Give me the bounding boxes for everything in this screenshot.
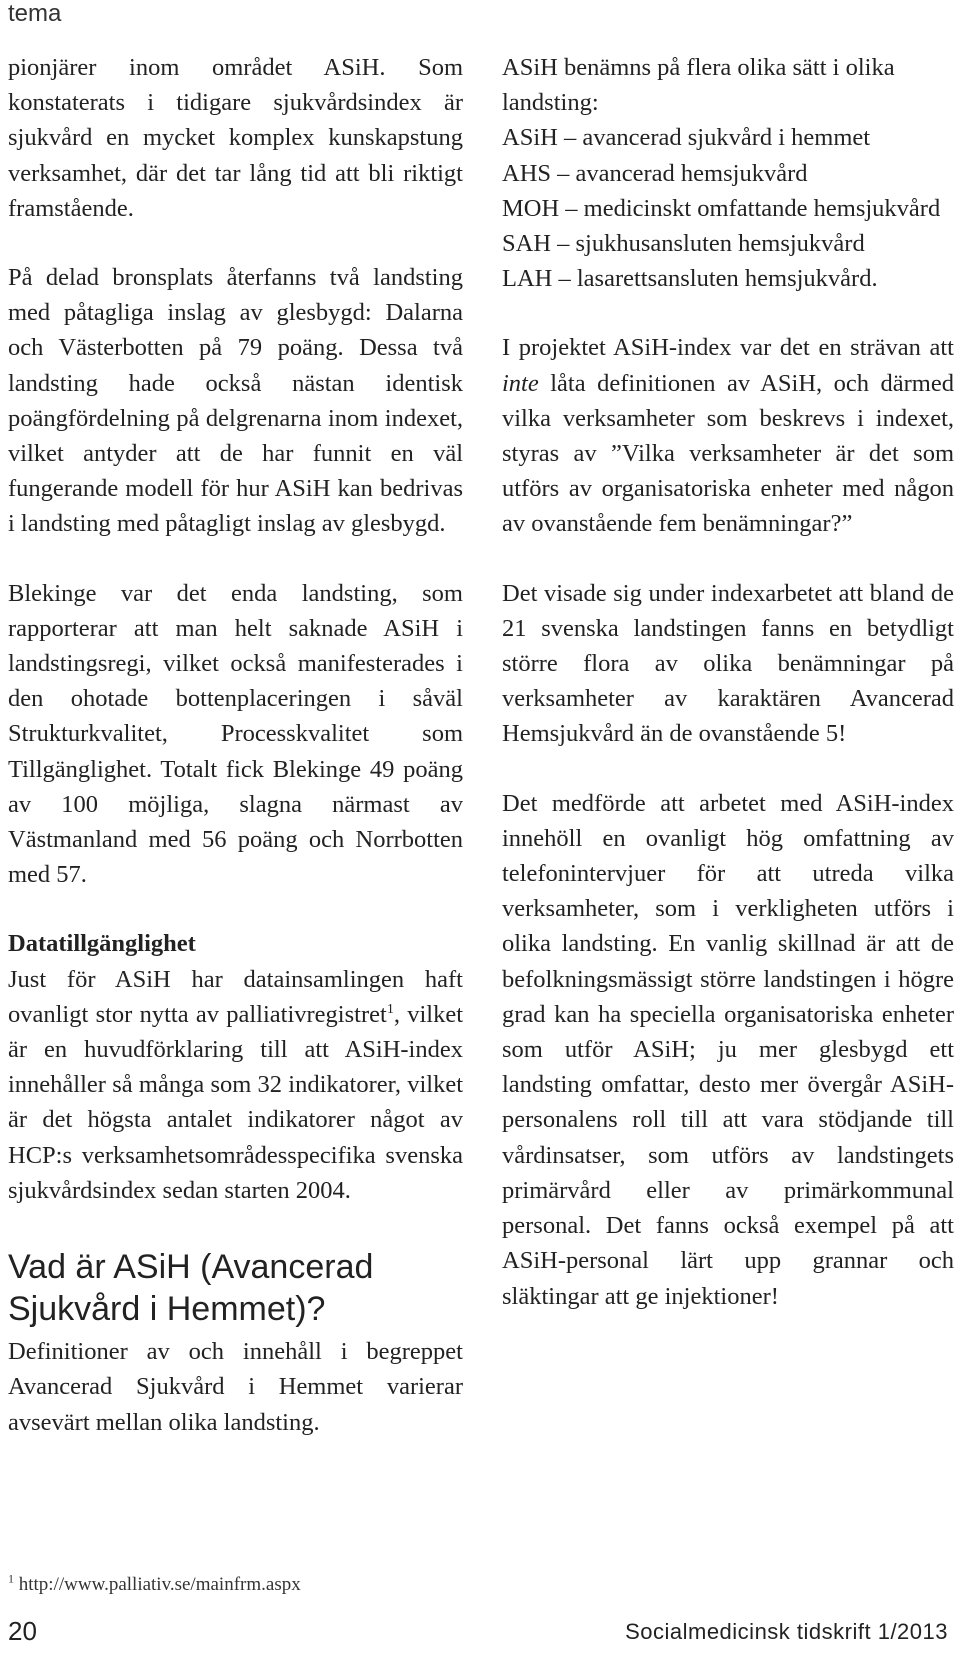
- list-line: ASiH benämns på flera olika sätt i olika landsting:: [502, 54, 895, 117]
- footnote-marker: 1: [8, 1571, 14, 1586]
- left-column: [8, 50, 463, 1474]
- paragraph-text: I projektet ASiH-index var det en strävan att: [502, 334, 954, 362]
- footnote-reference: 1: [386, 1001, 394, 1017]
- body-paragraph: [8, 962, 463, 1208]
- paragraph-text: Just för ASiH har datainsamlingen haft ovanligt stor nytta av palliativregistret: [8, 965, 463, 1028]
- list-line: ASiH – avancerad sjukvård i hemmet: [502, 124, 871, 152]
- page-number: 20: [8, 1616, 37, 1646]
- list-line: SAH – sjukhusansluten hemsjukvård: [502, 230, 865, 258]
- list-line: MOH – medicinskt omfattande hemsjukvård: [502, 194, 941, 222]
- body-paragraph: pionjärer inom området ASiH. Som konstaterats i tidigare sjukvårdsindex är sjukvård en mycket komplex kunskapstung verksamhet, där det tar lång tid att bli riktigt framstående.: [8, 54, 463, 222]
- body-paragraph: Blekinge var det enda landsting, som rapporterar att man helt saknade ASiH i landstingsregi, vilket också manifesterades i den ohotade bottenplaceringen i såväl Strukturkvalitet, Processkvalitet som Tillgänglighet. Totalt fick Blekinge 49 poäng av 100 möjliga, slagna närmast av Västmanland med 56 poäng och Norrbotten med 57.: [8, 579, 463, 889]
- right-column: [502, 50, 954, 1348]
- body-paragraph: På delad bronsplats återfanns två landsting med påtagliga inslag av glesbygd: Dalarna och Västerbotten på 79 poäng. Dessa två landsting hade också nästan identisk poängfördelning på delgrenarna inom indexet, vilket antyder att de har funnit en väl fungerande modell för hur ASiH kan bedrivas i landsting med påtagligt inslag av glesbygd.: [8, 264, 463, 538]
- section-heading: Vad är ASiH (Avancerad Sjukvård i Hemmet)?: [8, 1248, 374, 1329]
- paragraph-text: , vilket är en huvudförklaring till att ASiH-index innehåller så många som 32 indikatorer, vilket är det högsta antalet indikatorer något av HCP:s verksamhetsområdesspecifika svenska sjukvårdsindex sedan starten 2004.: [8, 1000, 464, 1204]
- list-line: LAH – lasarettsansluten hemsjukvård.: [502, 265, 878, 293]
- footnote: [8, 1571, 301, 1596]
- body-paragraph: Definitioner av och innehåll i begreppet Avancerad Sjukvård i Hemmet varierar avsevärt mellan olika landsting.: [8, 1338, 463, 1436]
- paragraph-text: låta definitionen av ASiH, och därmed vilka verksamheter som beskrevs i indexet, styras av ”Vilka verksamheter är det som utförs av organisatoriska enheter med någon av ovanstående fem benämningar?”: [502, 369, 954, 538]
- body-paragraph: Det medförde att arbetet med ASiH-index innehöll en ovanligt hög omfattning av telefonintervjuer för att utreda vilka verksamheter, som i verkligheten utförs i olika landsting. En vanlig skillnad är att de befolkningsmässigt större landstingen i högre grad kan ha speciella organisatoriska enheter som utför ASiH; ju mer glesbygd ett landsting omfattar, desto mer övergår ASiH-personalens roll till att vara stödjande till vårdinsatser, som utförs av landstingets primärvård eller av primärkommunal personal. Det fanns också exempel på att ASiH-personal lärt upp grannar och släktingar att ge injektioner!: [502, 789, 954, 1310]
- name-list: [502, 50, 954, 296]
- subheading: Datatillgänglighet: [8, 930, 196, 958]
- body-paragraph: [502, 330, 954, 541]
- footnote-url: http://www.palliativ.se/mainfrm.aspx: [18, 1574, 301, 1595]
- journal-name: Socialmedicinsk tidskrift 1/2013: [625, 1619, 948, 1644]
- list-line: AHS – avancerad hemsjukvård: [502, 159, 808, 187]
- section-tag: tema: [8, 0, 62, 27]
- emphasis: inte: [502, 369, 539, 397]
- body-paragraph: Det visade sig under indexarbetet att bland de 21 svenska landstingen fanns en betydligt större flora av olika benämningar på verksamheter av karaktären Avancerad Hemsjukvård än de ovanstående 5!: [502, 579, 954, 748]
